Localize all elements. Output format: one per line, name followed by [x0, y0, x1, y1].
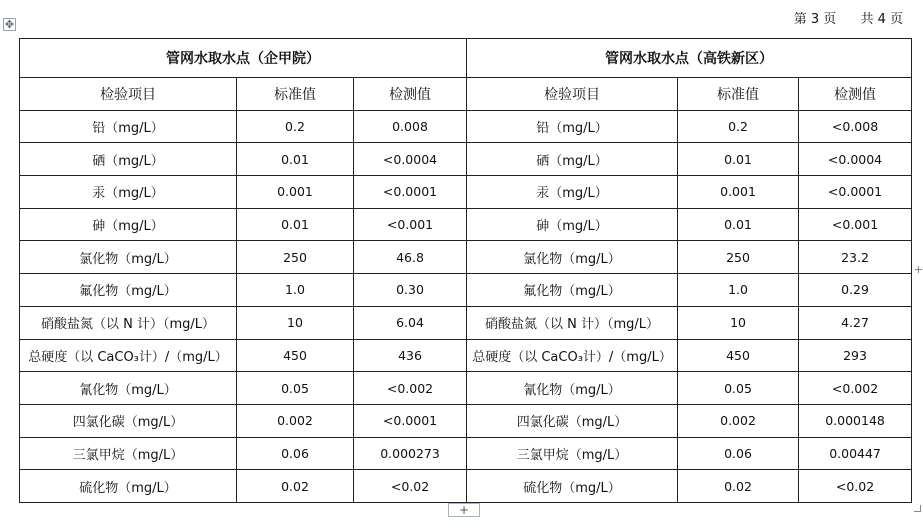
cell-standard-right: 0.002	[678, 404, 799, 437]
cell-measured-left: 0.008	[354, 110, 467, 143]
group-title-right: 管网水取水点（高铁新区）	[467, 39, 912, 78]
cell-standard-right: 0.06	[678, 437, 799, 470]
cell-standard-right: 10	[678, 306, 799, 339]
col-standard-left: 标准值	[237, 78, 354, 111]
cell-item-right: 砷（mg/L）	[467, 208, 678, 241]
cell-item-right: 总硬度（以 CaCO₃计）/（mg/L）	[467, 339, 678, 372]
cell-measured-left: <0.002	[354, 372, 467, 405]
cell-item-right: 汞（mg/L）	[467, 176, 678, 209]
cell-measured-right: <0.002	[799, 372, 912, 405]
cell-standard-left: 0.01	[237, 143, 354, 176]
cell-item-left: 氰化物（mg/L）	[20, 372, 237, 405]
cell-item-left: 汞（mg/L）	[20, 176, 237, 209]
cell-measured-right: <0.008	[799, 110, 912, 143]
cell-standard-right: 450	[678, 339, 799, 372]
page-header	[774, 8, 903, 27]
cell-item-right: 铅（mg/L）	[467, 110, 678, 143]
cell-standard-right: 0.05	[678, 372, 799, 405]
table-row	[20, 437, 912, 470]
cell-standard-right: 0.01	[678, 143, 799, 176]
cell-item-left: 总硬度（以 CaCO₃计）/（mg/L）	[20, 339, 237, 372]
cell-item-left: 氟化物（mg/L）	[20, 274, 237, 307]
cell-item-left: 氯化物（mg/L）	[20, 241, 237, 274]
column-header-row	[20, 78, 912, 111]
table-row	[20, 372, 912, 405]
cell-standard-left: 1.0	[237, 274, 354, 307]
cell-standard-right: 0.01	[678, 208, 799, 241]
cell-standard-left: 0.01	[237, 208, 354, 241]
cell-measured-right: 293	[799, 339, 912, 372]
cell-measured-left: <0.0001	[354, 404, 467, 437]
cell-measured-right: <0.0004	[799, 143, 912, 176]
add-column-button[interactable]: +	[913, 263, 923, 276]
cell-measured-left: 0.000273	[354, 437, 467, 470]
table-row	[20, 404, 912, 437]
water-quality-table	[19, 38, 912, 503]
col-measured-left: 检测值	[354, 78, 467, 111]
cell-standard-right: 250	[678, 241, 799, 274]
add-row-button[interactable]: +	[448, 503, 480, 517]
col-standard-right: 标准值	[678, 78, 799, 111]
table-row	[20, 306, 912, 339]
table-row	[20, 241, 912, 274]
cell-measured-right: <0.02	[799, 470, 912, 503]
cell-item-right: 氯化物（mg/L）	[467, 241, 678, 274]
cell-measured-right: 23.2	[799, 241, 912, 274]
cell-standard-right: 0.02	[678, 470, 799, 503]
cell-item-right: 硝酸盐氮（以 N 计）（mg/L）	[467, 306, 678, 339]
cell-item-right: 硫化物（mg/L）	[467, 470, 678, 503]
cell-item-right: 氰化物（mg/L）	[467, 372, 678, 405]
cell-measured-right: 0.00447	[799, 437, 912, 470]
cell-measured-right: 4.27	[799, 306, 912, 339]
cell-standard-right: 0.2	[678, 110, 799, 143]
cell-measured-left: 436	[354, 339, 467, 372]
cell-item-left: 铅（mg/L）	[20, 110, 237, 143]
cell-measured-right: <0.0001	[799, 176, 912, 209]
table-move-handle-icon[interactable]: ✥	[4, 18, 15, 31]
table-row	[20, 470, 912, 503]
table-row	[20, 339, 912, 372]
cell-standard-left: 0.2	[237, 110, 354, 143]
cell-measured-left: 0.30	[354, 274, 467, 307]
page-current: 第 3 页	[793, 12, 837, 27]
cell-standard-right: 1.0	[678, 274, 799, 307]
cell-standard-left: 250	[237, 241, 354, 274]
cell-measured-right: 0.000148	[799, 404, 912, 437]
group-title-left: 管网水取水点（企甲院）	[20, 39, 467, 78]
cell-item-right: 氟化物（mg/L）	[467, 274, 678, 307]
cell-item-right: 三氯甲烷（mg/L）	[467, 437, 678, 470]
cell-standard-left: 10	[237, 306, 354, 339]
cell-standard-left: 0.002	[237, 404, 354, 437]
cell-item-left: 硝酸盐氮（以 N 计）（mg/L）	[20, 306, 237, 339]
table-row	[20, 274, 912, 307]
cell-standard-left: 0.06	[237, 437, 354, 470]
cell-measured-left: <0.0004	[354, 143, 467, 176]
cell-standard-left: 0.02	[237, 470, 354, 503]
page-total: 共 4 页	[860, 12, 903, 27]
cell-standard-left: 0.05	[237, 372, 354, 405]
col-item-right: 检验项目	[467, 78, 678, 111]
table-resize-handle[interactable]	[914, 505, 921, 512]
cell-measured-left: <0.02	[354, 470, 467, 503]
col-measured-right: 检测值	[799, 78, 912, 111]
table-row	[20, 208, 912, 241]
table-row	[20, 143, 912, 176]
cell-measured-right: <0.001	[799, 208, 912, 241]
table-row	[20, 110, 912, 143]
col-item-left: 检验项目	[20, 78, 237, 111]
cell-measured-left: 46.8	[354, 241, 467, 274]
cell-item-left: 砷（mg/L）	[20, 208, 237, 241]
cell-item-left: 四氯化碳（mg/L）	[20, 404, 237, 437]
table-row	[20, 176, 912, 209]
cell-item-right: 四氯化碳（mg/L）	[467, 404, 678, 437]
cell-standard-left: 450	[237, 339, 354, 372]
cell-measured-left: 6.04	[354, 306, 467, 339]
cell-standard-right: 0.001	[678, 176, 799, 209]
group-title-row	[20, 39, 912, 78]
cell-measured-left: <0.001	[354, 208, 467, 241]
cell-measured-left: <0.0001	[354, 176, 467, 209]
cell-item-left: 硫化物（mg/L）	[20, 470, 237, 503]
cell-item-left: 硒（mg/L）	[20, 143, 237, 176]
cell-item-left: 三氯甲烷（mg/L）	[20, 437, 237, 470]
cell-standard-left: 0.001	[237, 176, 354, 209]
cell-measured-right: 0.29	[799, 274, 912, 307]
cell-item-right: 硒（mg/L）	[467, 143, 678, 176]
